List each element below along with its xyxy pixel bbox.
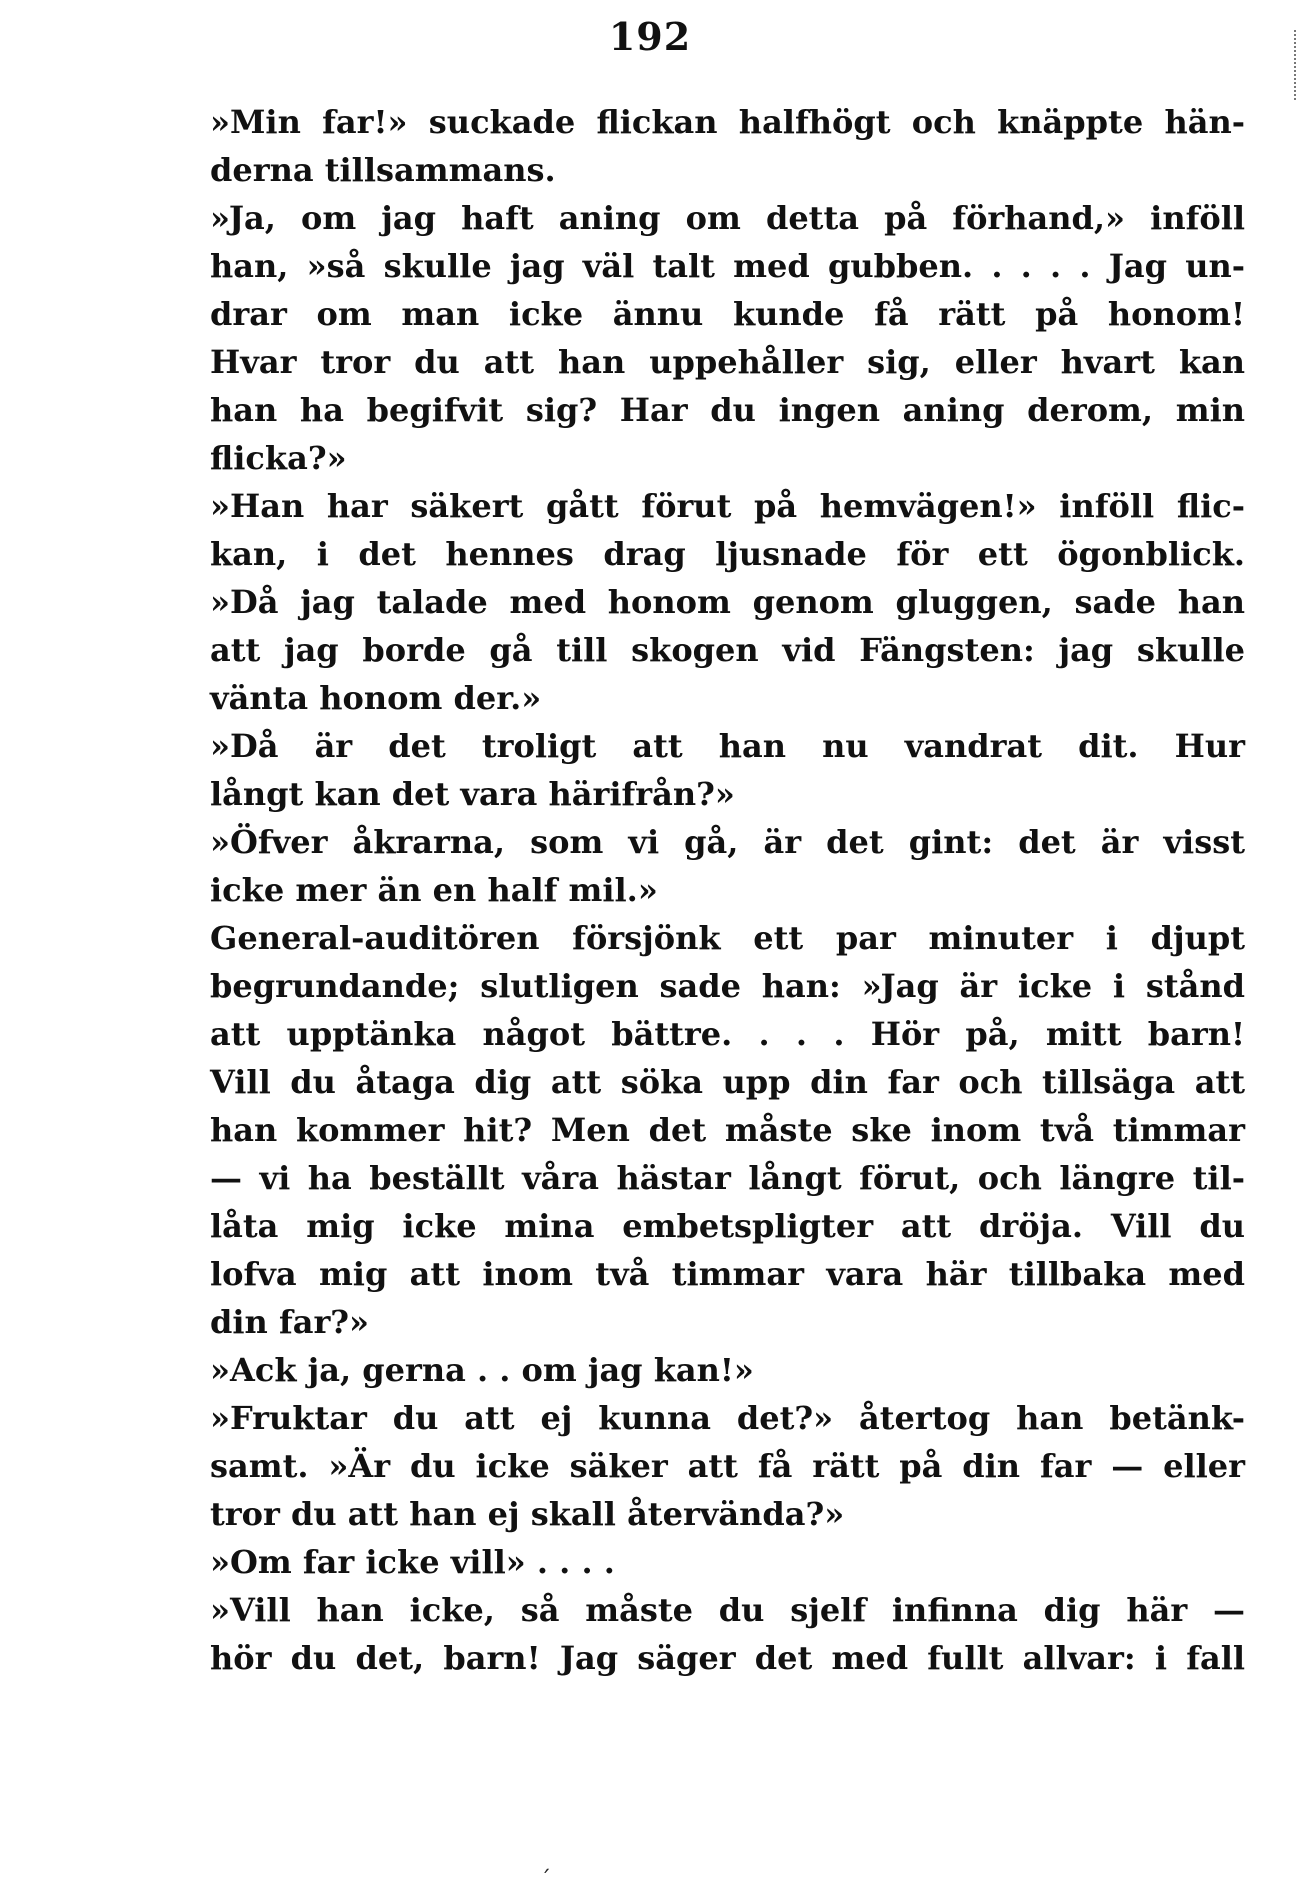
text-line: »Då jag talade med honom genom gluggen, sade han — [210, 583, 1245, 621]
text-line: »Då är det troligt att han nu vandrat dit. Hur — [210, 727, 1245, 765]
text-line: samt. »Är du icke säker att få rätt på din far — eller — [210, 1447, 1245, 1485]
text-line: vänta honom der.» — [210, 679, 542, 717]
text-line: »Vill han icke, så måste du sjelf infinna dig här — — [210, 1591, 1245, 1629]
text-line: drar om man icke ännu kunde få rätt på honom! — [210, 295, 1245, 333]
text-line: Hvar tror du att han uppehåller sig, eller hvart kan — [210, 343, 1245, 381]
text-line: lofva mig att inom två timmar vara här tillbaka med — [210, 1255, 1245, 1293]
text-line: långt kan det vara härifrån?» — [210, 775, 735, 813]
text-line: »Öfver åkrarna, som vi gå, är det gint: det är visst — [210, 823, 1245, 861]
text-line: »Min far!» suckade flickan halfhögt och knäppte hän- — [210, 103, 1245, 141]
text-line: »Fruktar du att ej kunna det?» återtog han betänk- — [210, 1399, 1245, 1437]
bottom-ink-mark: ˊ — [540, 1868, 551, 1893]
text-line: han ha begifvit sig? Har du ingen aning derom, min — [210, 391, 1245, 429]
text-line: låta mig icke mina embetspligter att dröja. Vill du — [210, 1207, 1245, 1245]
text-line: icke mer än en half mil.» — [210, 871, 658, 909]
page-number: 192 — [608, 14, 692, 59]
text-line: han kommer hit? Men det måste ske inom två timmar — [210, 1111, 1245, 1149]
text-line: flicka?» — [210, 439, 347, 477]
text-line: General-auditören försjönk ett par minuter i djupt — [210, 919, 1245, 957]
text-line: derna tillsammans. — [210, 151, 556, 189]
text-line: »Ack ja, gerna . . om jag kan!» — [210, 1351, 754, 1389]
text-line: att jag borde gå till skogen vid Fängsten: jag skulle — [210, 631, 1245, 669]
body-text — [210, 98, 1245, 1682]
text-line: »Om far icke vill» . . . . — [210, 1543, 615, 1581]
text-line: din far?» — [210, 1303, 370, 1341]
page-edge-mark — [1292, 30, 1296, 100]
text-line: begrundande; slutligen sade han: »Jag är icke i stånd — [210, 967, 1245, 1005]
text-line: »Han har säkert gått förut på hemvägen!» inföll flic- — [210, 487, 1245, 525]
text-line: hör du det, barn! Jag säger det med fullt allvar: i fall — [210, 1639, 1245, 1677]
text-line: — vi ha beställt våra hästar långt förut, och längre til- — [210, 1159, 1245, 1197]
text-line: »Ja, om jag haft aning om detta på förhand,» inföll — [210, 199, 1245, 237]
text-line: kan, i det hennes drag ljusnade för ett ögonblick. — [210, 535, 1245, 573]
text-line: han, »så skulle jag väl talt med gubben. . . . . Jag un- — [210, 247, 1245, 285]
text-line: tror du att han ej skall återvända?» — [210, 1495, 845, 1533]
text-line: att upptänka något bättre. . . . Hör på, mitt barn! — [210, 1015, 1245, 1053]
text-line: Vill du åtaga dig att söka upp din far och tillsäga att — [210, 1063, 1245, 1101]
